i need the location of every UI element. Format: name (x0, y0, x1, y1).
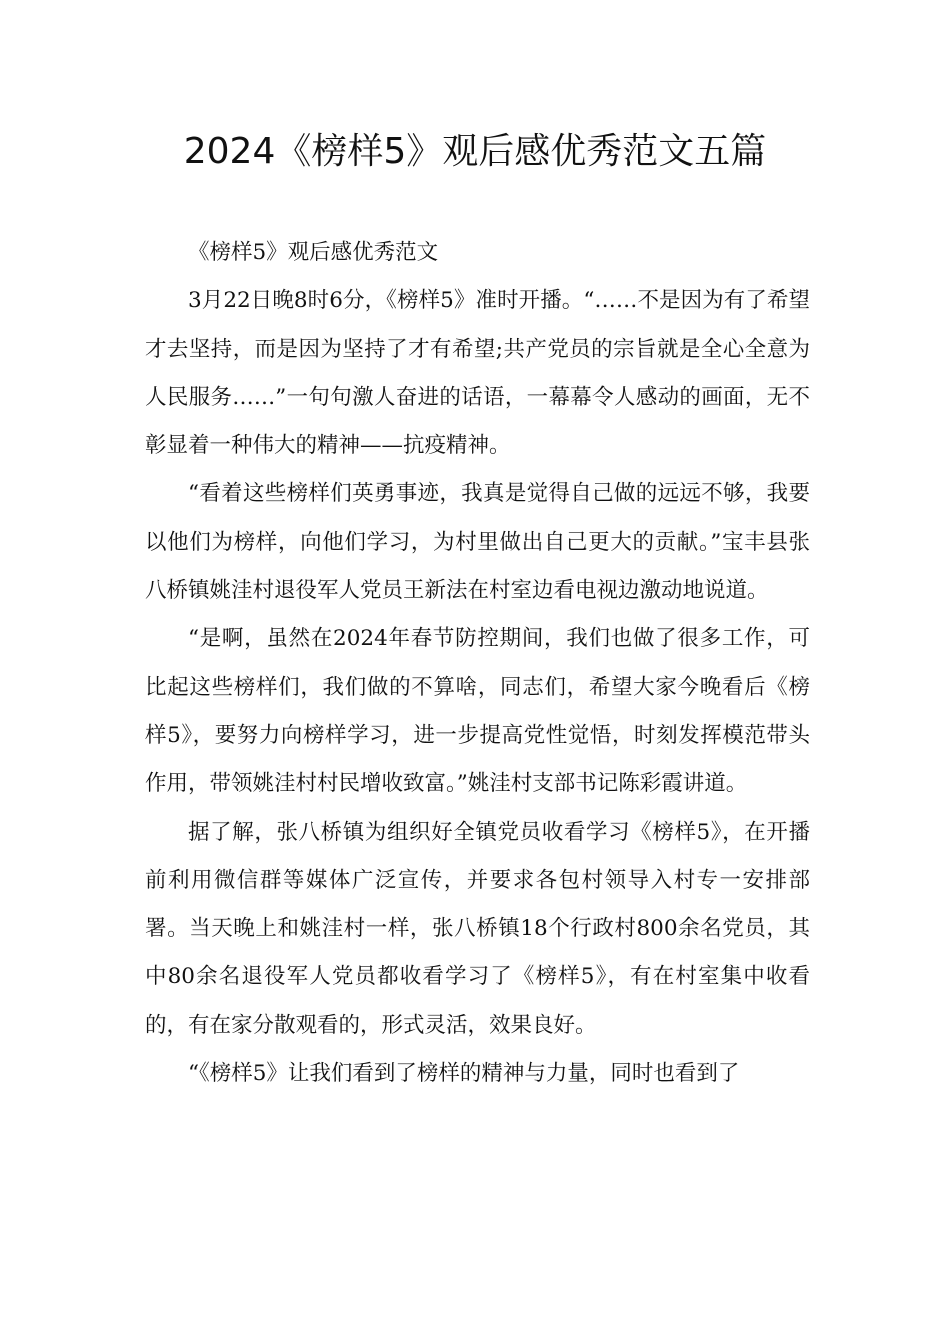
paragraph: “是啊，虽然在2024年春节防控期间，我们也做了很多工作，可比起这些榜样们，我们做的不算啥，同志们，希望大家今晚看后《榜样5》，要努力向榜样学习，进一步提高党性觉悟，时刻发挥模范带头作用，带领姚洼村村民增收致富。”姚洼村支部书记陈彩霞讲道。 (145, 626, 810, 797)
paragraph: 3月22日晚8时6分，《榜样5》准时开播。“……不是因为有了希望才去坚持，而是因为坚持了才有希望;共产党员的宗旨就是全心全意为人民服务……”一句句激人奋进的话语，一幕幕令人感动的画面，无不彰显着一种伟大的精神——抗疫精神。 (145, 288, 810, 459)
paragraph: “看着这些榜样们英勇事迹，我真是觉得自己做的远远不够，我要以他们为榜样，向他们学习，为村里做出自己更大的贡献。”宝丰县张八桥镇姚洼村退役军人党员王新法在村室边看电视边激动地说道。 (145, 481, 810, 604)
document-body (145, 229, 810, 1098)
document-title: 2024《榜样5》观后感优秀范文五篇 (183, 131, 767, 172)
paragraph: “《榜样5》让我们看到了榜样的精神与力量，同时也看到了 (188, 1061, 740, 1087)
paragraph: 据了解，张八桥镇为组织好全镇党员收看学习《榜样5》，在开播前利用微信群等媒体广泛宣传，并要求各包村领导入村专一安排部署。当天晚上和姚洼村一样，张八桥镇18个行政村800余名党员，其中80余名退役军人党员都收看学习了《榜样5》，有在村室集中收看的，有在家分散观看的，形式灵活，效果良好。 (145, 819, 810, 1038)
paragraph-subtitle: 《榜样5》观后感优秀范文 (188, 240, 439, 265)
